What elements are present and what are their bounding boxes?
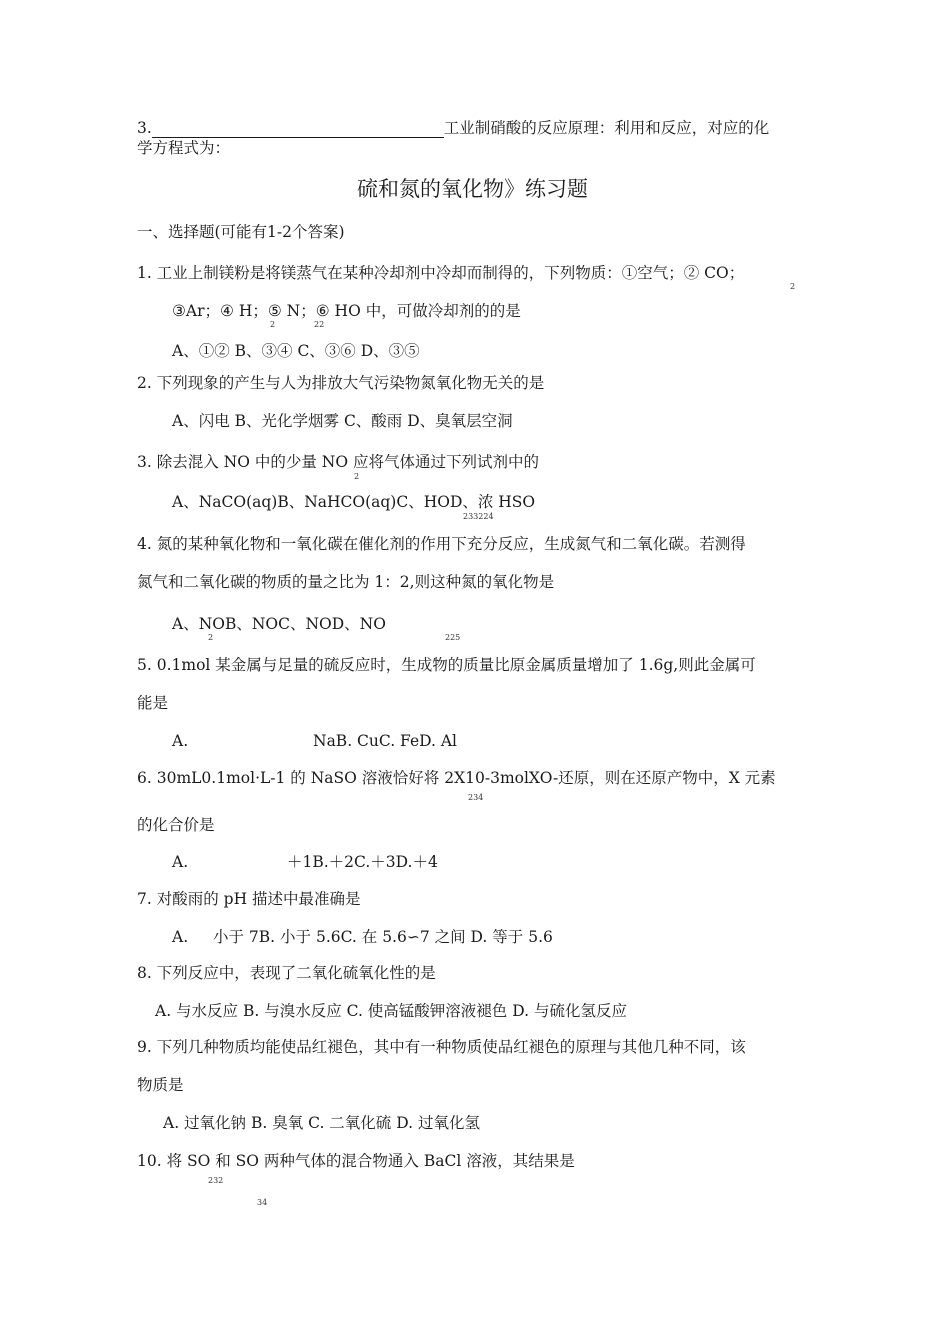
q10-sub-1: 232 (208, 1176, 224, 1185)
q4-sub-1: 2 (208, 633, 214, 642)
q1-line-2: ③Ar；④ H；⑤ N；⑥ HO 中，可做冷却剂的的是 (172, 302, 521, 320)
q6-stem: 6. 30mL0.1mol·L-1 的 NaSO 溶液恰好将 2X10-3molXO-还原，则在还原产物中，X 元素 (137, 769, 776, 787)
section-heading: 一、选择题(可能有1-2个答案) (137, 223, 345, 241)
q5-options: NaB. CuC. FeD. Al (313, 732, 458, 750)
q7-options: 小于 7B. 小于 5.6C. 在 5.6∽7 之间 D. 等于 5.6 (213, 928, 553, 946)
intro-line-2: 学方程式为： (137, 139, 231, 157)
q3-sub-1: 2 (354, 472, 360, 481)
q1-options: A、①② B、③④ C、③⑥ D、③⑤ (172, 342, 420, 360)
intro-line (137, 118, 769, 138)
q10-sub-2: 34 (257, 1198, 268, 1207)
q3-sub-2: 233224 (463, 512, 494, 521)
q3-stem: 3. 除去混入 NO 中的少量 NO 应将气体通过下列试剂中的 (137, 453, 539, 471)
q6-sub-1: 234 (468, 793, 484, 802)
q7-option-label: A. (172, 928, 189, 946)
q9-stem: 9. 下列几种物质均能使品红褪色，其中有一种物质使品红褪色的原理与其他几种不同，该 (137, 1038, 746, 1056)
page-title: 硫和氮的氧化物》练习题 (357, 177, 588, 201)
intro-number: 3. (137, 119, 152, 137)
q10-stem: 10. 将 SO 和 SO 两种气体的混合物通入 BaCl 溶液，其结果是 (137, 1152, 575, 1170)
q2-options: A、闪电 B、光化学烟雾 C、酸雨 D、臭氧层空洞 (172, 412, 513, 430)
q1-sub-3: 22 (314, 320, 325, 329)
q4-options: A、NOB、NOC、NOD、NO (172, 615, 386, 633)
q8-stem: 8. 下列反应中，表现了二氧化硫氧化性的是 (137, 964, 436, 982)
q6-line-2: 的化合价是 (137, 816, 215, 834)
q4-sub-2: 225 (445, 633, 461, 642)
q5-line-2: 能是 (137, 694, 169, 712)
q1-sub-1: 2 (790, 282, 796, 291)
q6-options: ＋1B.＋2C.＋3D.＋4 (287, 853, 438, 871)
q3-options: A、NaCO(aq)B、NaHCO(aq)C、HOD、浓 HSO (172, 493, 536, 511)
q9-line-2: 物质是 (137, 1076, 184, 1094)
q7-stem: 7. 对酸雨的 pH 描述中最准确是 (137, 890, 361, 908)
intro-text: 工业制硝酸的反应原理：利用和反应，对应的化 (443, 119, 770, 137)
q6-option-label: A. (172, 853, 189, 871)
q5-option-label: A. (172, 732, 189, 750)
q9-options: A. 过氧化钠 B. 臭氧 C. 二氧化硫 D. 过氧化氢 (163, 1114, 480, 1132)
fill-blank (152, 121, 444, 138)
q4-stem: 4. 氮的某种氧化物和一氧化碳在催化剂的作用下充分反应，生成氮气和二氧化碳。若测得 (137, 535, 746, 553)
q2-stem: 2. 下列现象的产生与人为排放大气污染物氮氧化物无关的是 (137, 374, 545, 392)
q4-line-2: 氮气和二氧化碳的物质的量之比为 1：2,则这种氮的氧化物是 (137, 573, 555, 591)
q1-stem: 1. 工业上制镁粉是将镁蒸气在某种冷却剂中冷却而制得的，下列物质：①空气；② CO； (137, 264, 745, 282)
q8-options: A. 与水反应 B. 与溴水反应 C. 使高锰酸钾溶液褪色 D. 与硫化氢反应 (155, 1002, 627, 1020)
q1-sub-2: 2 (270, 320, 276, 329)
q5-stem: 5. 0.1mol 某金属与足量的硫反应时，生成物的质量比原金属质量增加了 1.6g,则此金属可 (137, 656, 756, 674)
